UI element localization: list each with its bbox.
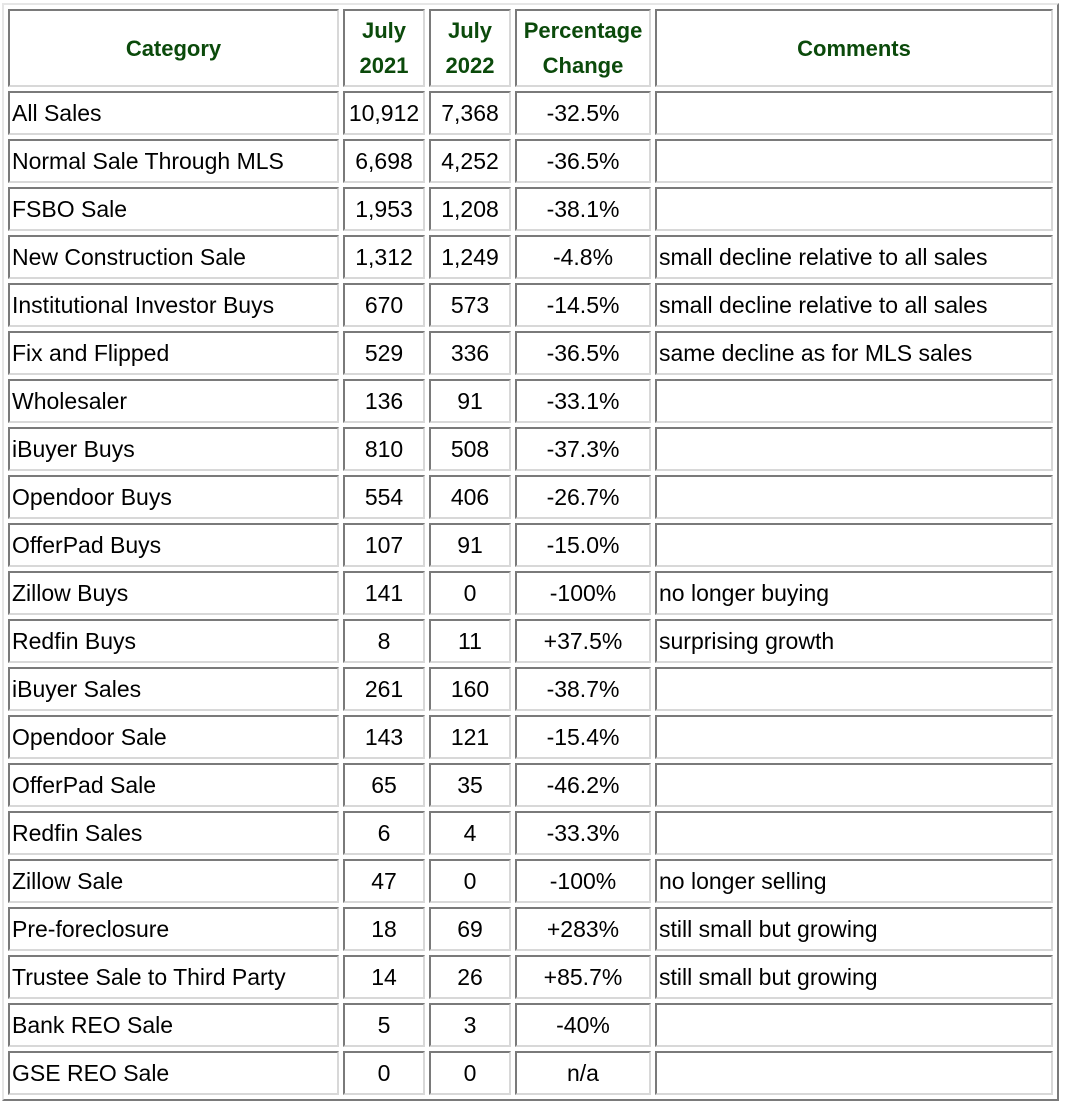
cell-comment	[655, 139, 1053, 183]
table-row	[8, 523, 1053, 567]
table-row	[8, 667, 1053, 711]
cell-category: Zillow Sale	[8, 859, 339, 903]
cell-percentage-change: -38.1%	[515, 187, 651, 231]
cell-category: New Construction Sale	[8, 235, 339, 279]
cell-category: Pre-foreclosure	[8, 907, 339, 951]
table-row	[8, 379, 1053, 423]
cell-percentage-change: +283%	[515, 907, 651, 951]
cell-comment	[655, 667, 1053, 711]
cell-percentage-change: -14.5%	[515, 283, 651, 327]
cell-july-2021: 0	[343, 1051, 425, 1095]
table-row	[8, 619, 1053, 663]
cell-category: iBuyer Buys	[8, 427, 339, 471]
cell-july-2021: 554	[343, 475, 425, 519]
cell-comment	[655, 475, 1053, 519]
cell-category: Opendoor Sale	[8, 715, 339, 759]
cell-july-2022: 0	[429, 1051, 511, 1095]
cell-category: Bank REO Sale	[8, 1003, 339, 1047]
table-row	[8, 907, 1053, 951]
table-row	[8, 427, 1053, 471]
cell-percentage-change: -32.5%	[515, 91, 651, 135]
cell-percentage-change: -15.0%	[515, 523, 651, 567]
cell-category: Wholesaler	[8, 379, 339, 423]
cell-category: All Sales	[8, 91, 339, 135]
cell-july-2022: 11	[429, 619, 511, 663]
cell-july-2022: 0	[429, 859, 511, 903]
cell-july-2021: 141	[343, 571, 425, 615]
header-row	[8, 9, 1053, 87]
cell-july-2022: 7,368	[429, 91, 511, 135]
header-july-2022: July 2022	[429, 9, 511, 87]
cell-july-2022: 1,249	[429, 235, 511, 279]
cell-category: Redfin Sales	[8, 811, 339, 855]
cell-comment	[655, 523, 1053, 567]
cell-july-2021: 18	[343, 907, 425, 951]
header-percentage-change: Percentage Change	[515, 9, 651, 87]
cell-percentage-change: -33.1%	[515, 379, 651, 423]
cell-comment	[655, 187, 1053, 231]
cell-comment: small decline relative to all sales	[655, 283, 1053, 327]
cell-july-2022: 91	[429, 379, 511, 423]
table-row	[8, 1003, 1053, 1047]
sales-table	[2, 3, 1059, 1101]
cell-july-2022: 573	[429, 283, 511, 327]
cell-july-2022: 1,208	[429, 187, 511, 231]
cell-comment: same decline as for MLS sales	[655, 331, 1053, 375]
table-row	[8, 187, 1053, 231]
cell-category: FSBO Sale	[8, 187, 339, 231]
cell-percentage-change: -33.3%	[515, 811, 651, 855]
cell-july-2021: 143	[343, 715, 425, 759]
table-row	[8, 331, 1053, 375]
cell-percentage-change: -38.7%	[515, 667, 651, 711]
cell-comment: surprising growth	[655, 619, 1053, 663]
cell-july-2021: 6	[343, 811, 425, 855]
cell-july-2021: 529	[343, 331, 425, 375]
cell-comment: still small but growing	[655, 907, 1053, 951]
cell-july-2021: 1,312	[343, 235, 425, 279]
cell-july-2022: 508	[429, 427, 511, 471]
cell-percentage-change: +85.7%	[515, 955, 651, 999]
cell-july-2022: 26	[429, 955, 511, 999]
cell-percentage-change: -46.2%	[515, 763, 651, 807]
cell-comment	[655, 1051, 1053, 1095]
header-comments: Comments	[655, 9, 1053, 87]
cell-comment	[655, 811, 1053, 855]
cell-comment	[655, 1003, 1053, 1047]
cell-percentage-change: -36.5%	[515, 139, 651, 183]
table-row	[8, 715, 1053, 759]
cell-july-2022: 0	[429, 571, 511, 615]
cell-category: Trustee Sale to Third Party	[8, 955, 339, 999]
cell-percentage-change: -36.5%	[515, 331, 651, 375]
cell-july-2021: 8	[343, 619, 425, 663]
table-row	[8, 91, 1053, 135]
cell-july-2022: 336	[429, 331, 511, 375]
cell-category: Opendoor Buys	[8, 475, 339, 519]
cell-july-2022: 160	[429, 667, 511, 711]
cell-comment	[655, 91, 1053, 135]
cell-comment	[655, 379, 1053, 423]
cell-july-2021: 14	[343, 955, 425, 999]
cell-category: GSE REO Sale	[8, 1051, 339, 1095]
header-july-2021: July 2021	[343, 9, 425, 87]
cell-percentage-change: -100%	[515, 571, 651, 615]
table-row	[8, 811, 1053, 855]
cell-category: OfferPad Sale	[8, 763, 339, 807]
cell-percentage-change: n/a	[515, 1051, 651, 1095]
cell-category: iBuyer Sales	[8, 667, 339, 711]
cell-july-2022: 91	[429, 523, 511, 567]
cell-comment: small decline relative to all sales	[655, 235, 1053, 279]
cell-july-2022: 121	[429, 715, 511, 759]
cell-percentage-change: -40%	[515, 1003, 651, 1047]
cell-percentage-change: -26.7%	[515, 475, 651, 519]
cell-percentage-change: -4.8%	[515, 235, 651, 279]
cell-category: Zillow Buys	[8, 571, 339, 615]
cell-july-2022: 3	[429, 1003, 511, 1047]
cell-july-2021: 47	[343, 859, 425, 903]
cell-comment	[655, 763, 1053, 807]
cell-july-2021: 810	[343, 427, 425, 471]
table-row	[8, 955, 1053, 999]
cell-percentage-change: +37.5%	[515, 619, 651, 663]
cell-comment: still small but growing	[655, 955, 1053, 999]
cell-comment	[655, 427, 1053, 471]
cell-july-2022: 69	[429, 907, 511, 951]
table-row	[8, 1051, 1053, 1095]
cell-percentage-change: -100%	[515, 859, 651, 903]
table-row	[8, 283, 1053, 327]
cell-july-2021: 1,953	[343, 187, 425, 231]
cell-july-2022: 406	[429, 475, 511, 519]
cell-july-2022: 4	[429, 811, 511, 855]
cell-category: Redfin Buys	[8, 619, 339, 663]
cell-july-2021: 670	[343, 283, 425, 327]
cell-comment: no longer selling	[655, 859, 1053, 903]
table-row	[8, 571, 1053, 615]
cell-july-2021: 6,698	[343, 139, 425, 183]
cell-comment	[655, 715, 1053, 759]
cell-percentage-change: -37.3%	[515, 427, 651, 471]
cell-category: Normal Sale Through MLS	[8, 139, 339, 183]
cell-july-2021: 5	[343, 1003, 425, 1047]
cell-july-2021: 107	[343, 523, 425, 567]
cell-july-2021: 65	[343, 763, 425, 807]
table-row	[8, 139, 1053, 183]
table-row	[8, 235, 1053, 279]
cell-category: Institutional Investor Buys	[8, 283, 339, 327]
cell-july-2021: 261	[343, 667, 425, 711]
cell-comment: no longer buying	[655, 571, 1053, 615]
table-row	[8, 859, 1053, 903]
table-row	[8, 475, 1053, 519]
cell-july-2022: 35	[429, 763, 511, 807]
cell-category: Fix and Flipped	[8, 331, 339, 375]
table-row	[8, 763, 1053, 807]
cell-category: OfferPad Buys	[8, 523, 339, 567]
header-category: Category	[8, 9, 339, 87]
cell-july-2021: 136	[343, 379, 425, 423]
cell-percentage-change: -15.4%	[515, 715, 651, 759]
cell-july-2022: 4,252	[429, 139, 511, 183]
cell-july-2021: 10,912	[343, 91, 425, 135]
